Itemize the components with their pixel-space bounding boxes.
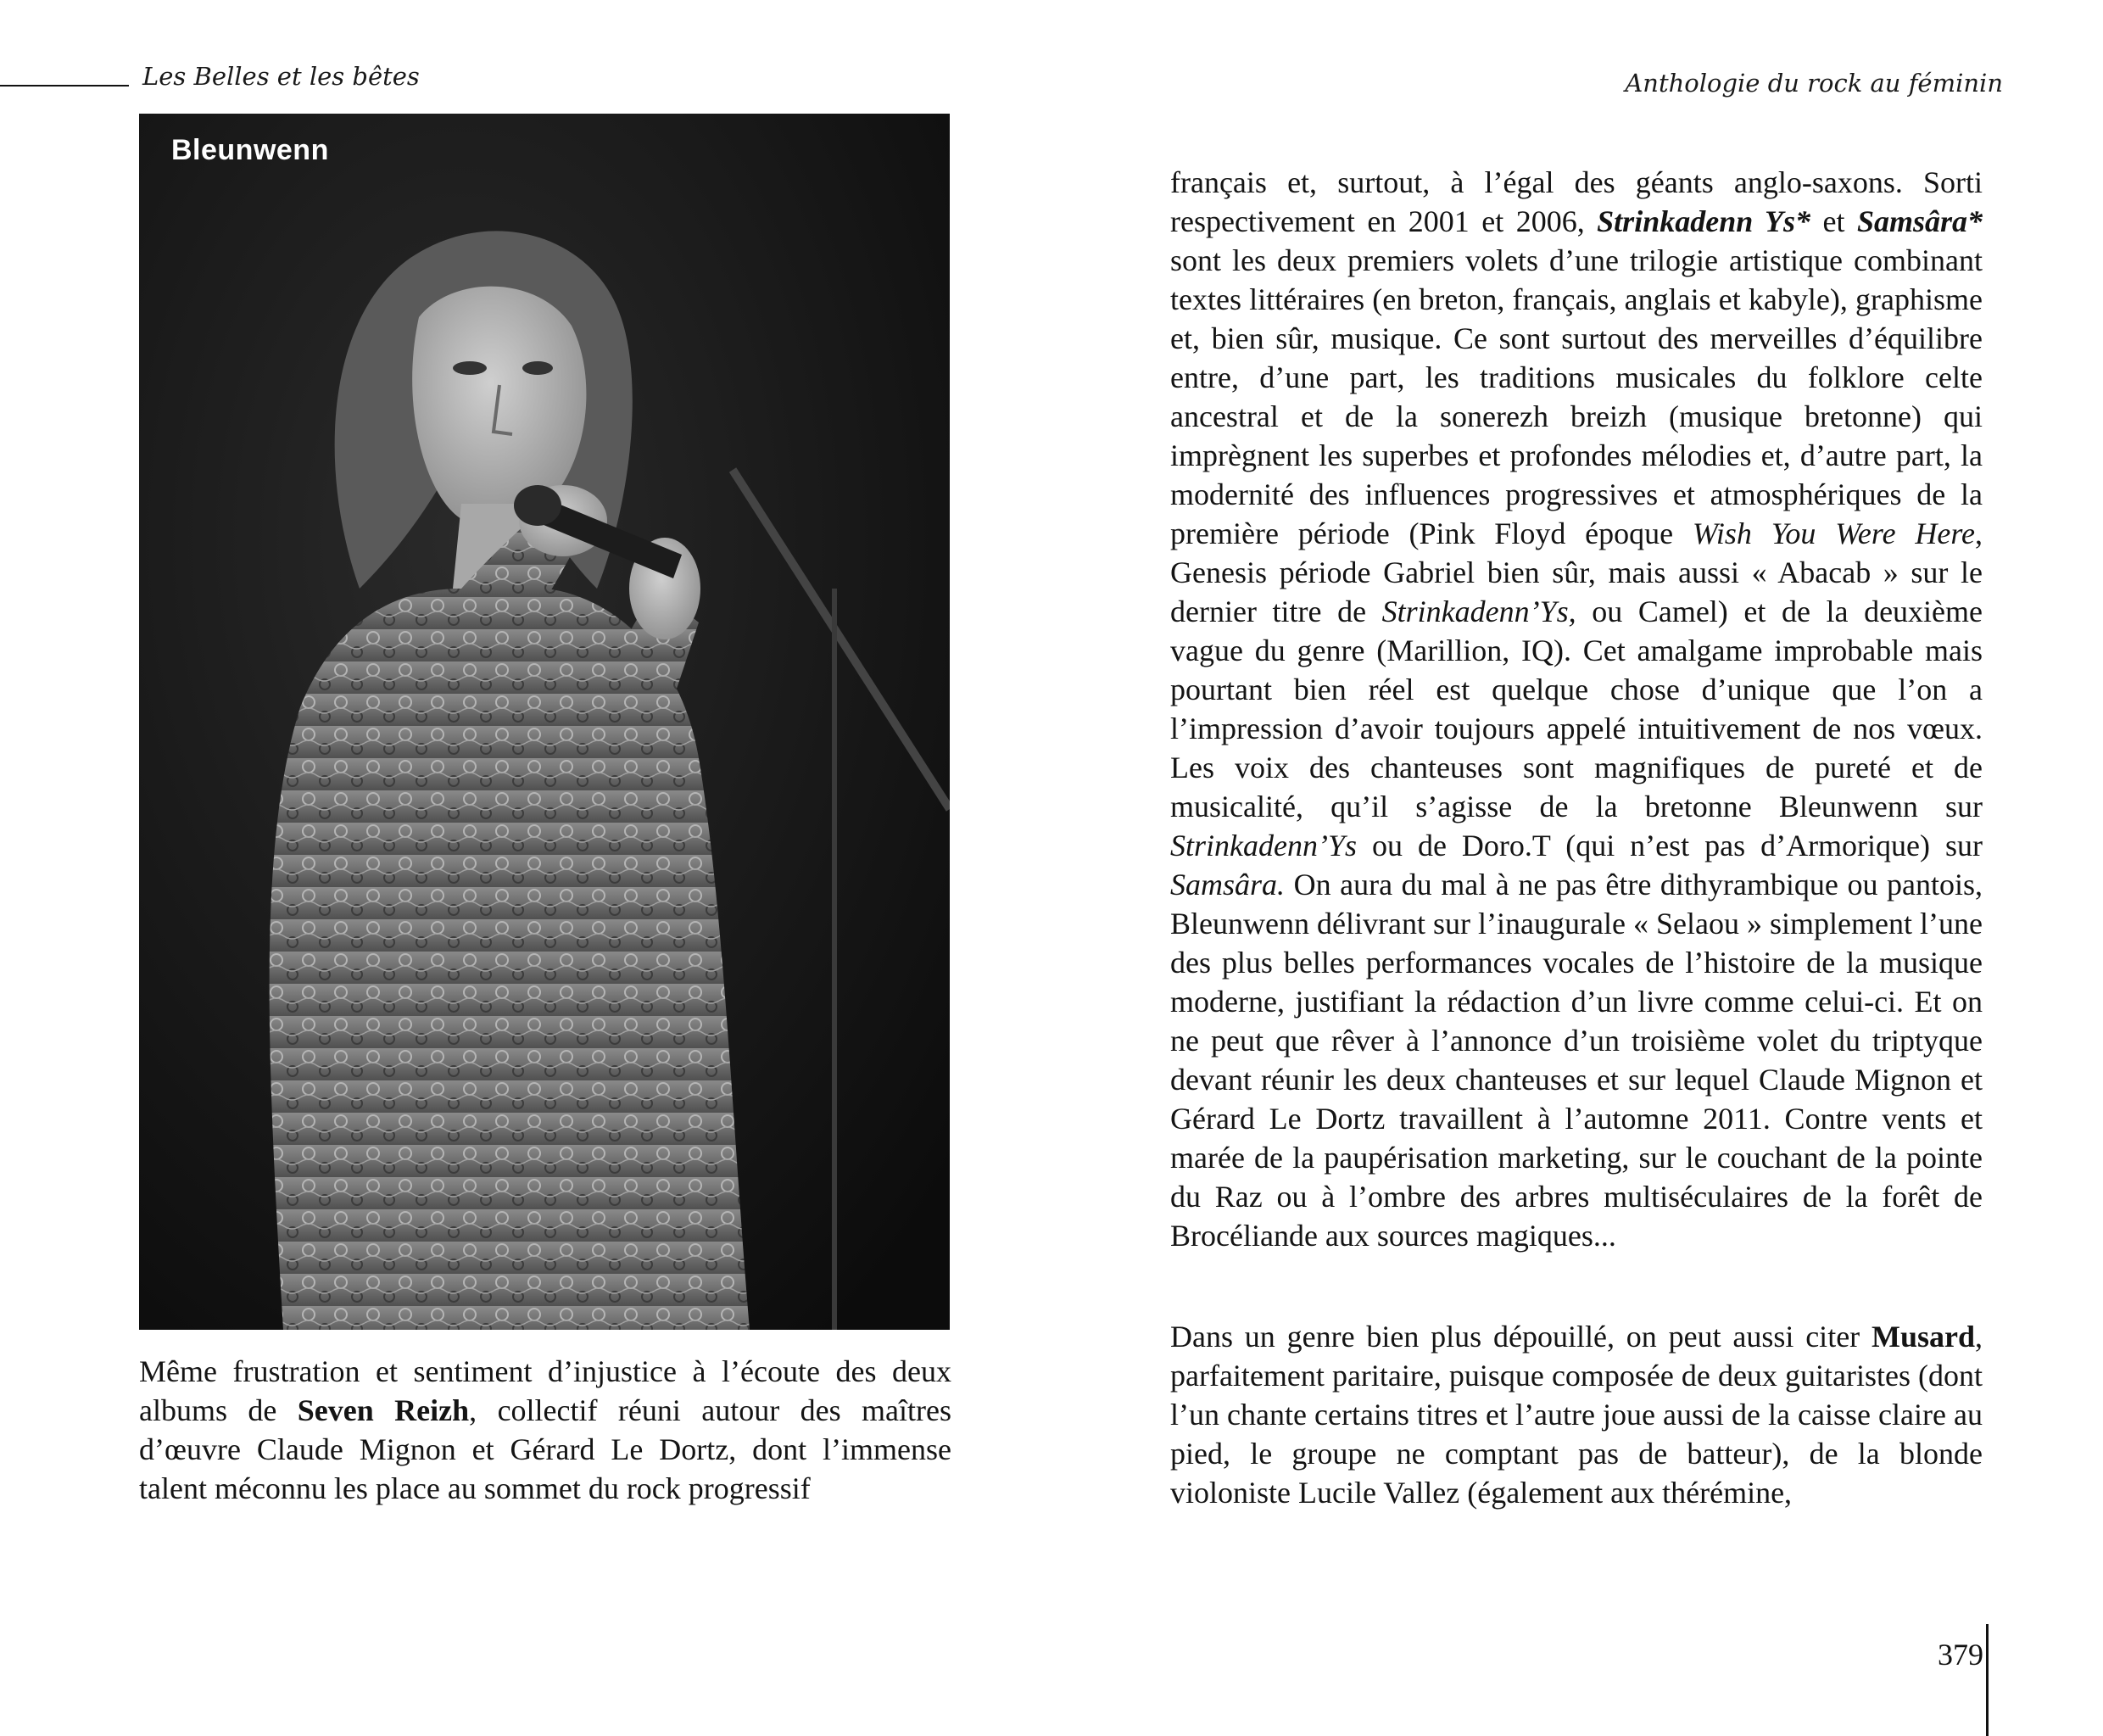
paragraph: français et, surtout, à l’égal des géants anglo-saxons. Sorti respectivement en 2001 et 2006, Strinkadenn Ys* et Samsâra* sont les deux premiers volets d’une trilogie artistique combinant textes littéraires (en breton, français, anglais et kabyle), graphisme et, bien sûr, musique. Ce sont surtout des merveilles d’équilibre entre, d’une part, les traditions musicales du folklore celte ancestral et de la sonerezh breizh (musique bretonne) qui imprègnent les superbes et profondes mélodies et, d’autre part, la modernité des influences progressives et atmosphériques de la première période (Pink Floyd époque Wish You Were Here, Genesis période Gabriel bien sûr, mais aussi « Abacab » sur le dernier titre de Strinkadenn’Ys, ou Camel) et de la deuxième vague du genre (Marillion, IQ). Cet amalgame improbable mais pourtant bien réel est quelque chose d’unique que l’on a l’impression d’avoir toujours appelé intuitivement de nos vœux. Les voix des chanteuses sont magnifiques de pureté et de musicalité, qu’il s’agisse de la bretonne Bleunwenn sur Strinkadenn’Ys ou de Doro.T (qui n’est pas d’Armorique) sur Samsâra. On aura du mal à ne pas être dithyrambique ou pantois, Bleunwenn délivrant sur l’inaugurale « Selaou » simplement l’une des plus belles performances vocales de l’histoire de la musique moderne, justifiant la rédaction d’un livre comme celui-ci. Et on ne peut que rêver à l’annonce d’un troisième volet du triptyque devant réunir les deux chanteuses et sur lequel Claude Mignon et Gérard Le Dortz travaillent à l’automne 2011. Contre vents et marée de la paupérisation marketing, sur le couchant de la pointe du Raz ou à l’ombre des arbres multiséculaires de la forêt de Brocéliande aux sources magiques... bbox=[1170, 165, 1983, 1253]
paragraph: Dans un genre bien plus dépouillé, on peut aussi citer Musard, parfaitement paritaire, puisque composée de deux guitaristes (dont l’un chante certains titres et l’autre joue aussi de la caisse claire au pied, le groupe ne comptant pas de batteur), de la blonde violoniste Lucile Vallez (également aux thérémine, bbox=[1170, 1320, 1983, 1510]
running-head-right: Anthologie du rock au féminin bbox=[1625, 69, 2003, 98]
left-column-text bbox=[139, 1352, 951, 1508]
right-column-paragraph-1 bbox=[1170, 163, 1983, 1255]
photo-caption: Bleunwenn bbox=[171, 134, 329, 166]
header-rule bbox=[0, 85, 129, 87]
album-title-strinkadenn-ys-italic: Strinkadenn’Ys, bbox=[1381, 594, 1576, 628]
band-name-seven-reizh: Seven Reizh bbox=[297, 1393, 470, 1427]
page-edge-rule bbox=[1986, 1624, 1989, 1736]
album-title-strinkadenn-ys-italic-2: Strinkadenn’Ys bbox=[1170, 829, 1357, 862]
right-column-paragraph-2 bbox=[1170, 1317, 1983, 1512]
singer-photo-illustration bbox=[139, 114, 950, 1330]
band-name-musard: Musard bbox=[1871, 1320, 1975, 1354]
album-title-samsara-italic: Samsâra. bbox=[1170, 868, 1286, 901]
page-number: 379 bbox=[1938, 1638, 1983, 1672]
singer-photo bbox=[139, 114, 950, 1330]
album-title-strinkadenn-ys: Strinkadenn Ys* bbox=[1597, 204, 1811, 238]
album-title-samsara: Samsâra* bbox=[1856, 204, 1983, 238]
paragraph: Même frustration et sentiment d’injustice à l’écoute des deux albums de Seven Reizh, collectif réuni autour des maîtres d’œuvre Claude Mignon et Gérard Le Dortz, dont l’immense talent méconnu les place au sommet du rock progressif bbox=[139, 1354, 951, 1505]
album-title-wish-you-were-here: Wish You Were Here bbox=[1692, 516, 1975, 550]
running-head-left: Les Belles et les bêtes bbox=[142, 62, 420, 91]
